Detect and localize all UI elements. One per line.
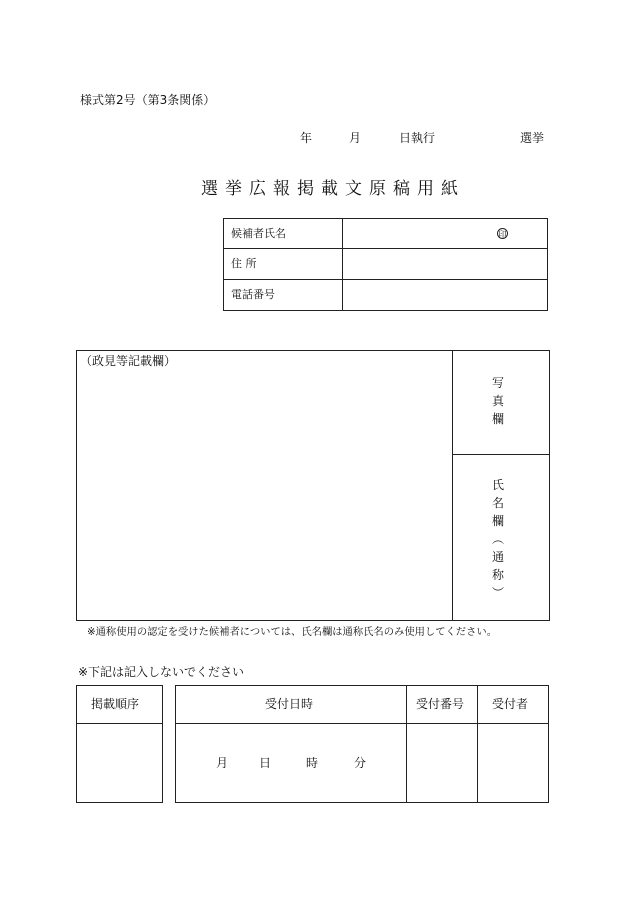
reception-minute: 分 [354,756,367,770]
reception-table-header-line [175,723,549,724]
opinion-field-label: （政見等記載欄） [80,354,177,368]
number-header: 受付番号 [416,697,465,711]
receiver-header: 受付者 [492,697,529,711]
photo-field-label: 写 真 欄 [491,376,504,426]
name-field-label: 氏 名 欄 ︵ 通 称 ︶ [491,478,504,600]
candidate-name-label: 候補者氏名 [231,227,286,240]
reception-month: 月 [216,756,229,770]
side-column-divider [452,454,550,455]
reception-day: 日 [259,756,272,770]
phone-label: 電話番号 [231,288,275,301]
candidate-table-row-line [223,248,548,249]
order-box-header-line [76,723,163,724]
opinion-box [76,350,550,621]
reception-hour: 時 [306,756,319,770]
form-number: 様式第2号（第3条関係） [80,93,216,107]
reception-table-divider [477,685,478,803]
date-day-exec: 日執行 [399,131,436,145]
candidate-table-row-line [223,279,548,280]
address-label: 住 所 [231,257,257,270]
page-title: 選挙広報掲載文原稿用紙 [201,179,465,199]
date-year: 年 [300,131,313,145]
datetime-header: 受付日時 [265,697,314,711]
candidate-table-divider [342,218,343,311]
order-header: 掲載順序 [91,697,140,711]
opinion-box-divider [452,350,453,621]
seal-mark: 印 [498,230,507,239]
reception-table-divider [406,685,407,803]
footnote: ※通称使用の認定を受けた候補者については、氏名欄は通称氏名のみ使用してください。 [87,626,497,638]
date-month: 月 [349,131,362,145]
reception-note: ※下記は記入しないでください [78,665,245,679]
election-label: 選挙 [520,131,545,145]
